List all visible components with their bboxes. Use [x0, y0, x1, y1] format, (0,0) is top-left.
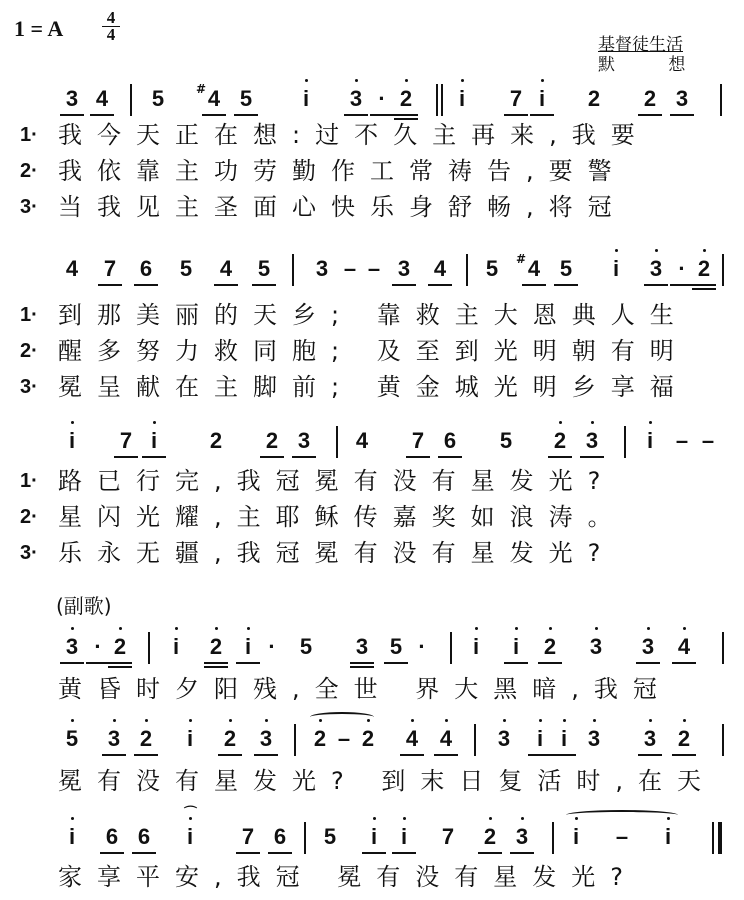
note: 2: [206, 628, 226, 666]
note: 2: [674, 720, 694, 758]
note: 7: [441, 824, 455, 849]
notation-line-3: [0, 422, 744, 460]
lyric-text: 冕呈献在主脚前; 黄金城光明乡享福: [58, 373, 689, 401]
note: 4: [436, 720, 456, 758]
barline: [722, 254, 724, 286]
chorus-label: (副歌): [56, 594, 112, 618]
lyric-text: 路已行完,我冠冕有没有星发光?: [58, 467, 616, 495]
note: i: [166, 628, 186, 666]
note: 2: [540, 628, 560, 666]
note: 3: [256, 720, 276, 758]
lyric-text: 冕有没有星发光? 到末日复活时,在天: [58, 767, 716, 795]
note: i: [640, 422, 660, 460]
lyricist-credit: 默 想: [598, 55, 710, 75]
barline: [624, 426, 626, 458]
note: 3: [640, 720, 660, 758]
note: 2: [110, 628, 130, 666]
lyric-line: [0, 298, 744, 332]
note: 3: [586, 628, 606, 666]
barline: [474, 724, 476, 756]
sharp-sign: #: [196, 82, 207, 96]
note: 4: [402, 720, 422, 758]
note: ·: [672, 250, 692, 288]
note: 4: [204, 80, 224, 118]
note: 2: [220, 720, 240, 758]
note: 4: [674, 628, 694, 666]
note: 2: [358, 720, 378, 758]
note: i: [62, 422, 82, 460]
note: i: [566, 818, 586, 856]
note: 2: [587, 86, 601, 111]
verse-number: 3·: [20, 542, 38, 564]
verse-number: 3·: [20, 196, 38, 218]
note: 6: [136, 250, 156, 288]
note: 3: [638, 628, 658, 666]
note: 5: [499, 428, 513, 453]
verse-number: 3·: [20, 376, 38, 398]
note: 6: [440, 422, 460, 460]
note: 5: [151, 86, 165, 111]
note: 3: [394, 250, 414, 288]
note: ·: [372, 80, 392, 118]
chorus-lyric-line: [0, 860, 744, 894]
lyric-text: 醒多努力救同胞; 及至到光明朝有明: [58, 337, 689, 365]
lyric-line: [0, 370, 744, 404]
barline: [130, 84, 132, 116]
barline: [722, 632, 724, 664]
note: –: [367, 256, 381, 281]
note: 7: [238, 818, 258, 856]
note: i: [180, 720, 200, 758]
lyric-line: [0, 118, 744, 152]
note: i: [144, 422, 164, 460]
chorus-notation-line-2: [0, 720, 744, 758]
note: 2: [480, 818, 500, 856]
verse-number: 2·: [20, 340, 38, 362]
note: 5: [299, 634, 313, 659]
barline: [304, 822, 306, 854]
barline: [148, 632, 150, 664]
note: i: [554, 720, 574, 758]
verse-number: 1·: [20, 470, 38, 492]
note: 2: [396, 80, 416, 118]
key-signature: 1 = A: [14, 16, 64, 41]
note: 2: [694, 250, 714, 288]
note: 6: [270, 818, 290, 856]
lyric-text: 当我见主圣面心快乐身舒畅,将冠: [58, 193, 627, 221]
note: 7: [408, 422, 428, 460]
note: 4: [65, 256, 79, 281]
note: 3: [104, 720, 124, 758]
source-credit: 基督徒生活: [598, 35, 683, 55]
note: i: [296, 80, 316, 118]
chorus-lyric-line: [0, 672, 744, 706]
sharp-sign: #: [516, 252, 527, 266]
barline: [720, 84, 722, 116]
lyric-text: 我依靠主功劳勤作工常祷告,要警: [58, 157, 627, 185]
note: i: [530, 720, 550, 758]
note: 3: [315, 256, 329, 281]
note: 3: [62, 80, 82, 118]
note: –: [675, 428, 689, 453]
barline: [552, 822, 554, 854]
note: i: [180, 818, 200, 856]
note: 4: [216, 250, 236, 288]
note: 3: [584, 720, 604, 758]
note: 3: [62, 628, 82, 666]
note: 2: [262, 422, 282, 460]
note: 6: [102, 818, 122, 856]
note: 2: [310, 720, 330, 758]
note: 4: [524, 250, 544, 288]
barline: [294, 724, 296, 756]
note: –: [337, 726, 351, 751]
note: i: [606, 250, 626, 288]
note: ·: [88, 628, 108, 666]
note: 4: [430, 250, 450, 288]
lyric-text: 黄昏时夕阳残,全世 界大黑暗,我冠: [58, 675, 672, 703]
note: 7: [100, 250, 120, 288]
notation-line-2: [0, 250, 744, 288]
note: 3: [672, 80, 692, 118]
lyric-line: [0, 500, 744, 534]
note: 3: [646, 250, 666, 288]
note: ·: [418, 634, 426, 659]
note: 5: [236, 80, 256, 118]
barline: [436, 84, 438, 116]
note: 5: [386, 628, 406, 666]
verse-number: 1·: [20, 124, 38, 146]
note: 3: [346, 80, 366, 118]
verse-number: 2·: [20, 160, 38, 182]
chorus-notation-line-1: [0, 628, 744, 666]
barline: [441, 84, 443, 116]
lyric-line: [0, 464, 744, 498]
note: 3: [512, 818, 532, 856]
note: 3: [294, 422, 314, 460]
note: 4: [92, 80, 112, 118]
note: 2: [209, 428, 223, 453]
lyric-line: [0, 334, 744, 368]
fermata-icon: ⌒: [184, 806, 198, 821]
barline: [722, 724, 724, 756]
note: i: [658, 818, 678, 856]
meter-top: 4: [102, 10, 120, 27]
chorus-notation-line-3: [0, 806, 744, 856]
note: 2: [550, 422, 570, 460]
barline: [292, 254, 294, 286]
note: 2: [640, 80, 660, 118]
note: –: [343, 256, 357, 281]
note: 5: [179, 256, 193, 281]
note: 3: [582, 422, 602, 460]
note: 6: [134, 818, 154, 856]
verse-number: 1·: [20, 304, 38, 326]
chorus-lyric-line: [0, 764, 744, 798]
barline: [466, 254, 468, 286]
note: 5: [485, 256, 499, 281]
note: i: [506, 628, 526, 666]
meter-bottom: 4: [106, 25, 116, 44]
note: 7: [506, 80, 526, 118]
final-barline-thick: [718, 822, 722, 854]
note: 5: [254, 250, 274, 288]
barline: [450, 632, 452, 664]
note: i: [394, 818, 414, 856]
verse-number: 2·: [20, 506, 38, 528]
note: 5: [62, 720, 82, 758]
note: 2: [136, 720, 156, 758]
lyric-line: [0, 536, 744, 570]
note: –: [615, 824, 629, 849]
note: i: [238, 628, 258, 666]
note: ·: [268, 634, 276, 659]
lyric-text: 到那美丽的天乡; 靠救主大恩典人生: [58, 301, 689, 329]
lyric-text: 星闪光耀,主耶稣传嘉奖如浪涛。: [58, 503, 627, 531]
note: 5: [323, 824, 337, 849]
lyric-text: 家享平安,我冠 冕有没有星发光?: [58, 863, 638, 891]
barline: [336, 426, 338, 458]
note: 3: [352, 628, 372, 666]
note: i: [452, 80, 472, 118]
note: 3: [494, 720, 514, 758]
note: i: [466, 628, 486, 666]
note: 7: [116, 422, 136, 460]
note: 4: [355, 428, 369, 453]
note: i: [364, 818, 384, 856]
lyric-line: [0, 190, 744, 224]
notation-line-1: [0, 80, 744, 118]
note: 5: [556, 250, 576, 288]
lyric-line: [0, 154, 744, 188]
note: i: [532, 80, 552, 118]
note: i: [62, 818, 82, 856]
time-signature: [102, 10, 120, 43]
note: –: [701, 428, 715, 453]
lyric-text: 乐永无疆,我冠冕有没有星发光?: [58, 539, 616, 567]
final-barline-thin: [712, 822, 714, 854]
lyric-text: 我今天正在想:过不久主再来,我要: [58, 121, 650, 149]
